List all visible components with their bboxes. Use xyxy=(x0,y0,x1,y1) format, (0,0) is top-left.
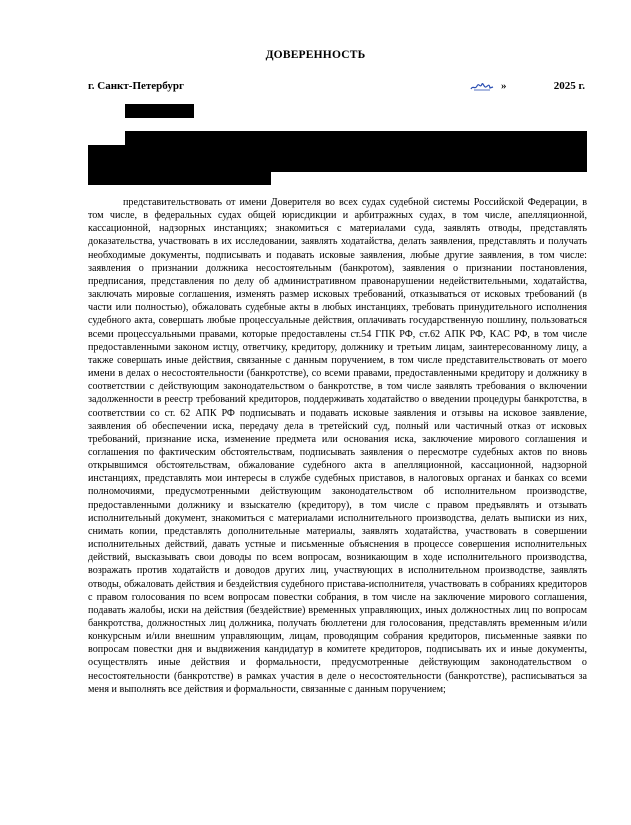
signature-scribble-icon xyxy=(470,78,494,95)
document-body: представительствовать от имени Доверителя во всех судах судебной системы Российской Федерации, в том числе, в федеральных судах общей юрисдикции и арбитражных судах, в том числе, апелляционной, кассационной, надзорных инстанциях; знакомиться с материалами суда, заявлять отводы, представлять доказательства, участвовать в их исследовании, заявлять ходатайства, делать заявления, представлять и получать необходимые документы, подписывать и подавать исковые заявления, любые другие заявления, в том числе: заявления о признании должника несостоятельным (банкротом), заявления о признании постановления, предписания, представления по делу об административном правонарушении недействительными, ходатайства, заключать мировые соглашения, изменять размер исковых требований, отказываться от исковых требований (в части или полностью), обжаловать судебные акты в любых инстанциях, требовать принудительного исполнения судебного акта, совершать любые процессуальные действия, оплачивать государственную пошлину, пользоваться всеми процессуальными правами, которые предоставлены ст.54 ГПК РФ, ст.62 АПК РФ, КАС РФ, в том числе предоставленными законом истцу, ответчику, кредитору, должнику и третьим лицам, заинтересованному лицу, а также совершать иные действия, связанные с данным поручением, в том числе представительствовать от моего имени в делах о несостоятельности (банкротстве), со всеми правами, предоставленными кредитору и должнику в соответствии с действующим законодательством о банкротстве, в том числе заявлять требования о включении задолженности в реестр требований кредиторов, поддерживать ходатайство о введении процедуры банкротства, в соответствии со ст. 62 АПК РФ подписывать и подавать исковые заявления и отзывы на исковое заявление, заявления об обеспечении иска, передачу дела в третейский суд, полный или частичный отказ от исковых требований, признание иска, изменение предмета или основания иска, заключение мирового соглашения и соглашения по фактическим обстоятельствам, подписывать заявления о пересмотре судебных актов по вновь открывшимся обстоятельствам, обжалование судебного акта в апелляционной, кассационной, надзорной инстанциях, представлять мои интересы в службе судебных приставов, в налоговых органах и банках со всеми полномочиями, предусмотренными действующим законодательством об исполнительном производстве, предоставленными должнику и взыскателю (кредитору), в том числе с правом предъявлять и отзывать исполнительный документ, знакомиться с материалами исполнительного производства, делать выписки из них, снимать копии, представлять дополнительные материалы, заявлять ходатайства, участвовать в совершении исполнительных действий, давать устные и письменные объяснения в процессе совершения исполнительных действий, высказывать свои доводы по всем вопросам, возникающим в ходе исполнительного производства, возражать против ходатайств и доводов других лиц, участвующих в исполнительном производстве, заявлять отводы, обжаловать действия и бездействия судебного пристава-исполнителя, участвовать в собраниях кредиторов с правом голосования по всем вопросам повестки собрания, в том числе на заключение мирового соглашения, подавать жалобы, иски на действия (бездействие) временных управляющих, иных должностных лиц по вопросам банкротства, должностных лиц должника, получать бюллетени для голосования, представлять временным и/или конкурсным и/или внешним управляющим, лицам, проводящим собрания кредиторов, письменные заявки по вопросам повестки дня и выдвижения кандидатур в комитете кредиторов, подписывать их и иные документы, осуществлять иные действия и формальности, предусмотренные действующим законодательством о несостоятельности (банкротстве) в рамках участия в деле о несостоятельности (банкротстве), расписываться за меня и выполнять все действия и формальности, связанные с данным поручением; xyxy=(88,197,587,695)
document-title: ДОВЕРЕННОСТЬ xyxy=(265,49,366,61)
city-line: г. Санкт-Петербург xyxy=(88,80,184,92)
date-quote: » xyxy=(501,80,507,92)
redaction-block xyxy=(88,170,271,185)
redaction-block xyxy=(125,104,194,118)
date-line xyxy=(470,80,585,94)
date-year: 2025 г. xyxy=(553,80,585,92)
